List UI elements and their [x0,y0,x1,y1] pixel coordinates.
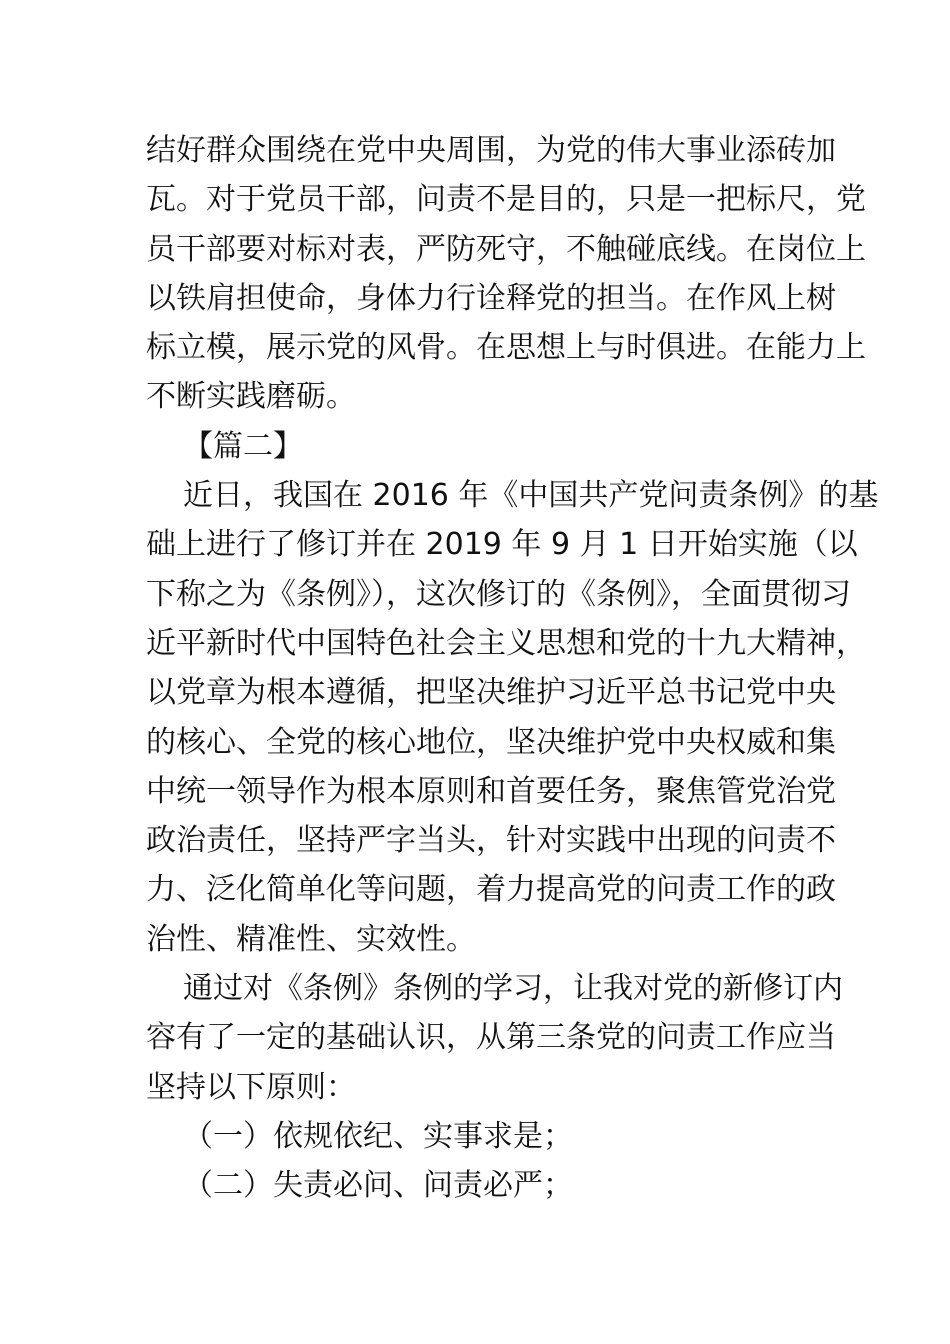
text-line: 下称之为《条例》），这次修订的《条例》，全面贯彻习 [146,576,851,612]
document-page [146,126,879,1211]
text-line: 以铁肩担使命，身体力行诠释党的担当。在作风上树 [146,280,836,316]
text-line: 坚持以下原则： [146,1069,356,1105]
paragraph-2 [146,471,879,964]
text-line: 的核心、全党的核心地位，坚决维护党中央权威和集 [146,724,836,760]
text-line: 标立模，展示党的风骨。在思想上与时俱进。在能力上 [146,330,866,366]
text-line: 以党章为根本遵循，把坚决维护习近平总书记党中央 [146,675,836,711]
paragraph-1 [146,126,866,422]
text-line: 近日，我国在 2016 年《中国共产党问责条例》的基 [183,478,879,514]
text-line: 容有了一定的基础认识，从第三条党的问责工作应当 [146,1020,836,1056]
text-line: 结好群众围绕在党中央周围，为党的伟大事业添砖加 [146,133,836,168]
text-line: 近平新时代中国特色社会主义思想和党的十九大精神， [146,625,866,661]
text-line: 瓦。对于党员干部，问责不是目的，只是一把标尺，党 [146,182,866,218]
text-line: 力、泛化简单化等问题，着力提高党的问责工作的政 [146,872,836,908]
text-line: 中统一领导作为根本原则和首要任务，聚焦管党治党 [146,773,836,809]
text-line: 治性、精准性、实效性。 [146,921,476,957]
text-line: 不断实践磨砺。 [146,379,356,415]
text-line: 通过对《条例》条例的学习，让我对党的新修订内 [183,971,843,1007]
text-line: 员干部要对标对表，严防死守，不触碰底线。在岗位上 [146,231,866,267]
principle-item: （一）依规依纪、实事求是； [183,1118,573,1154]
principles-list [146,1112,812,1211]
paragraph-3 [146,964,843,1112]
section-heading: 【篇二】 [183,428,303,464]
text-line: 础上进行了修订并在 2019 年 9 月 1 日开始实施（以 [146,527,858,563]
principle-item: （二）失责必问、问责必严； [183,1168,573,1204]
text-line: 政治责任，坚持严字当头，针对实践中出现的问责不 [146,823,836,859]
